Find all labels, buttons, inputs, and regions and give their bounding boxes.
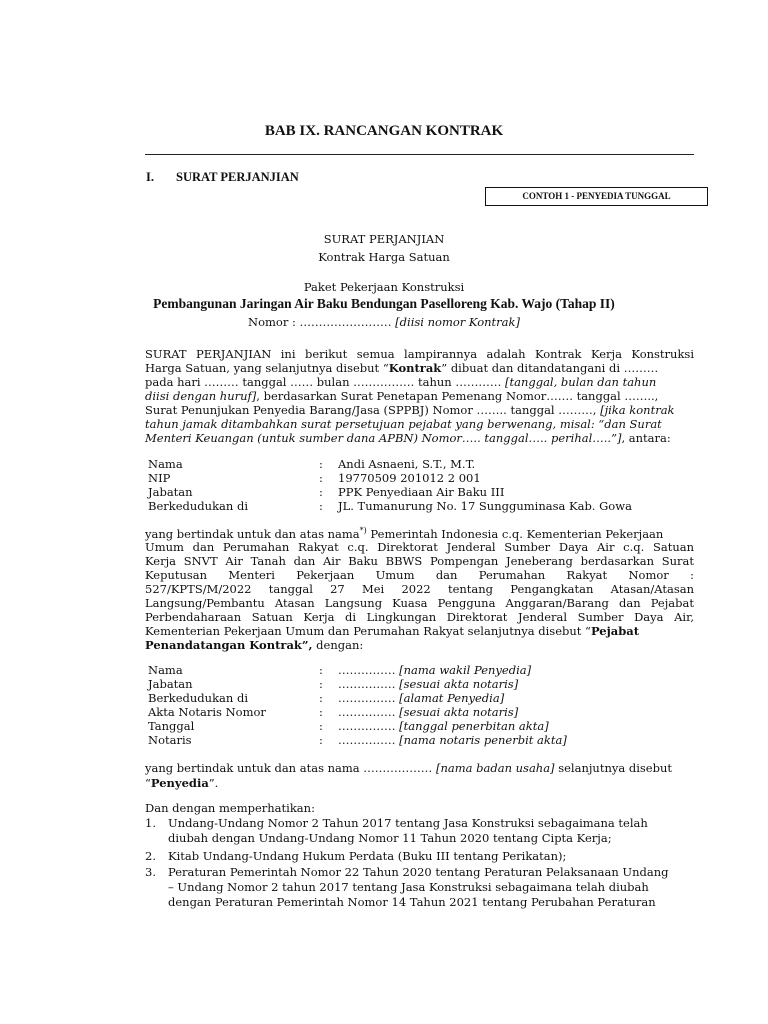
- list-item-line: dengan Peraturan Pemerintah Nomor 14 Tahun 2021 tentang Perubahan Peraturan: [168, 895, 656, 909]
- act2-l2a: “: [145, 776, 151, 790]
- p2-label: Jabatan: [148, 677, 193, 691]
- p2-label: Nama: [148, 663, 183, 677]
- p2-colon: :: [319, 691, 323, 705]
- p2-hint: [nama wakil Penyedia]: [399, 663, 532, 677]
- p2-value: [338, 719, 549, 733]
- p2-value: [338, 705, 518, 719]
- act1-l1b: Pemerintah Indonesia c.q. Kementerian Pekerjaan: [366, 526, 664, 541]
- p2-hint: [nama notaris penerbit akta]: [399, 733, 567, 747]
- list-item-line: Undang-Undang Nomor 2 Tahun 2017 tentang Jasa Konstruksi sebagaimana telah: [168, 816, 648, 830]
- chapter-title: BAB IX. RANCANGAN KONTRAK: [264, 123, 504, 139]
- intro-l2a: Harga Satuan, yang selanjutnya disebut “: [145, 361, 389, 375]
- list-item-line: – Undang Nomor 2 tahun 2017 tentang Jasa Konstruksi sebagaimana telah diubah: [168, 880, 649, 894]
- section-number: I.: [146, 170, 154, 184]
- p2-hint: [sesuai akta notaris]: [399, 705, 519, 719]
- contract-number-prefix: Nomor : ……………………: [248, 315, 392, 329]
- intro-l3b: [tanggal, bulan dan tahun: [504, 375, 657, 389]
- p2-value: [338, 691, 504, 705]
- intro-l7a: Menteri Keuangan (untuk sumber dana APBN) Nomor….. tanggal….. perihal…..”]: [145, 431, 622, 445]
- act2-line-2: [145, 776, 218, 790]
- intro-l3a: pada hari ……… tanggal …… bulan ……………. tahun …………: [145, 375, 505, 389]
- intro-line-7: [145, 431, 671, 445]
- list-number: 2.: [145, 849, 156, 863]
- list-number: 1.: [145, 816, 156, 830]
- p2-dots: ……………: [338, 719, 396, 733]
- example-label-box: CONTOH 1 - PENYEDIA TUNGGAL: [485, 187, 708, 206]
- intro-l4b: , berdasarkan Surat Penetapan Pemenang Nomor……. tanggal ……..,: [256, 389, 659, 403]
- act1-l8a: Kementerian Pekerjaan Umum dan Perumahan Rakyat selanjutnya disebut “: [145, 624, 591, 638]
- act2-l2c: ”.: [208, 776, 219, 790]
- p1-label: Berkedudukan di: [148, 499, 248, 513]
- act1-l9b: dengan:: [312, 638, 364, 652]
- p2-hint: [tanggal penerbitan akta]: [399, 719, 549, 733]
- p1-value: JL. Tumanurung No. 17 Sungguminasa Kab. Gowa: [338, 499, 632, 513]
- p2-dots: ……………: [338, 733, 396, 747]
- intro-l5b: [jika kontrak: [600, 403, 675, 417]
- p2-colon: :: [319, 677, 323, 691]
- act1-line-5: 527/KPTS/M/2022 tanggal 27 Mei 2022 tentang Pengangkatan Atasan/Atasan: [145, 582, 694, 596]
- p2-colon: :: [319, 719, 323, 733]
- intro-line-1: SURAT PERJANJIAN ini berikut semua lampirannya adalah Kontrak Kerja Konstruksi: [145, 347, 694, 361]
- intro-line-6: tahun jamak ditambahkan surat persetujuan pejabat yang berwenang, misal: “dan Surat: [145, 417, 662, 431]
- p2-label: Berkedudukan di: [148, 691, 248, 705]
- p1-label: NIP: [148, 471, 171, 485]
- act2-line-1: [145, 761, 672, 775]
- p2-colon: :: [319, 663, 323, 677]
- p2-label: Akta Notaris Nomor: [148, 705, 266, 719]
- p1-label: Nama: [148, 457, 183, 471]
- p1-value: Andi Asnaeni, S.T., M.T.: [338, 457, 476, 471]
- p2-colon: :: [319, 705, 323, 719]
- act1-line-4: Keputusan Menteri Pekerjaan Umum dan Perumahan Rakyat Nomor :: [145, 568, 694, 582]
- list-item-line: Peraturan Pemerintah Nomor 22 Tahun 2020 tentang Peraturan Pelaksanaan Undang: [168, 865, 669, 879]
- contract-type: Kontrak Harga Satuan: [318, 250, 450, 264]
- intro-l2c: ” dibuat dan ditandatangani di ………: [441, 361, 659, 375]
- p1-colon: :: [319, 485, 323, 499]
- p2-dots: ……………: [338, 677, 396, 691]
- act1-l8b: Pejabat: [590, 624, 640, 638]
- p1-label: Jabatan: [148, 485, 193, 499]
- intro-l7b: , antara:: [621, 431, 671, 445]
- act1-line-2: Umum dan Perumahan Rakyat c.q. Direktorat Jenderal Sumber Daya Air c.q. Satuan: [145, 540, 694, 554]
- p1-value: PPK Penyediaan Air Baku III: [338, 485, 505, 499]
- title-divider: [145, 154, 694, 155]
- act1-line-8: [145, 624, 639, 638]
- project-title: Pembangunan Jaringan Air Baku Bendungan Paselloreng Kab. Wajo (Tahap II): [153, 296, 615, 311]
- p2-colon: :: [319, 733, 323, 747]
- intro-l5a: Surat Penunjukan Penyedia Barang/Jasa (SPPBJ) Nomor …….. tanggal ………,: [145, 403, 601, 417]
- p2-dots: ……………: [338, 663, 396, 677]
- act1-line-9: [145, 638, 363, 652]
- act1-line-6: Langsung/Pembantu Atasan Langsung Kuasa Pengguna Anggaran/Barang dan Pejabat: [145, 596, 694, 610]
- intro-line-4: [145, 389, 658, 403]
- act1-line-1: [145, 526, 663, 541]
- p2-hint: [sesuai akta notaris]: [399, 677, 519, 691]
- intro-line-3: [145, 375, 656, 389]
- act2-l1c: selanjutnya disebut: [554, 761, 672, 775]
- p2-label: Tanggal: [148, 719, 195, 733]
- p2-value: [338, 733, 567, 747]
- section-title: SURAT PERJANJIAN: [176, 170, 299, 184]
- list-item-line: Kitab Undang-Undang Hukum Perdata (Buku III tentang Perikatan);: [168, 849, 567, 863]
- p1-colon: :: [319, 471, 323, 485]
- intro-kontrak: Kontrak: [388, 361, 442, 375]
- agreement-heading: SURAT PERJANJIAN: [323, 232, 445, 246]
- act2-l1b: [nama badan usaha]: [435, 761, 555, 775]
- contract-number: [0, 315, 768, 329]
- list-item-line: diubah dengan Undang-Undang Nomor 11 Tahun 2020 tentang Cipta Kerja;: [168, 831, 612, 845]
- act1-line-3: Kerja SNVT Air Tanah dan Air Baku BBWS Pompengan Jeneberang berdasarkan Surat: [145, 554, 694, 568]
- package-type: Paket Pekerjaan Konstruksi: [303, 280, 465, 294]
- p1-value: 19770509 201012 2 001: [338, 471, 481, 485]
- p2-label: Notaris: [148, 733, 192, 747]
- intro-l4a: diisi dengan huruf]: [145, 389, 257, 403]
- intro-line-2: [145, 361, 658, 375]
- act1-line-7: Perbendaharaan Satuan Kerja di Lingkungan Direktorat Jenderal Sumber Daya Air,: [145, 610, 694, 624]
- intro-line-5: [145, 403, 675, 417]
- act1-l1a: yang bertindak untuk dan atas nama: [145, 526, 360, 541]
- p2-dots: ……………: [338, 705, 396, 719]
- contract-number-hint: [diisi nomor Kontrak]: [395, 315, 520, 329]
- p1-colon: :: [319, 499, 323, 513]
- considering-heading: Dan dengan memperhatikan:: [145, 801, 315, 815]
- p1-colon: :: [319, 457, 323, 471]
- act2-l1a: yang bertindak untuk dan atas nama ………………: [145, 761, 436, 775]
- act1-footnote-mark: *): [359, 526, 367, 535]
- p2-value: [338, 677, 518, 691]
- list-number: 3.: [145, 865, 156, 879]
- p2-hint: [alamat Penyedia]: [399, 691, 505, 705]
- act2-penyedia: Penyedia: [150, 776, 209, 790]
- p2-dots: ……………: [338, 691, 396, 705]
- p2-value: [338, 663, 531, 677]
- act1-l9a: Penandatangan Kontrak”,: [145, 638, 313, 652]
